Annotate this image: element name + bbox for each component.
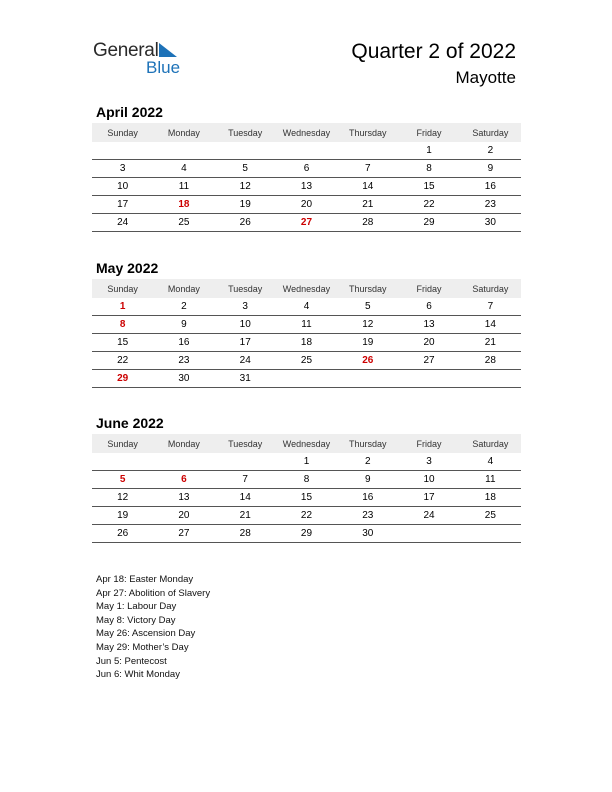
- day-cell: 19: [92, 507, 153, 525]
- holiday-list: [96, 573, 210, 682]
- weekday-sunday: Sunday: [92, 434, 153, 453]
- logo-triangle-icon: [159, 43, 177, 59]
- weekday-monday: Monday: [153, 434, 214, 453]
- day-cell: 13: [276, 178, 337, 196]
- week-row: [92, 525, 521, 543]
- day-cell: 19: [337, 334, 398, 352]
- day-cell: 16: [153, 334, 214, 352]
- day-cell: 5: [92, 471, 153, 489]
- day-cell: 25: [153, 214, 214, 232]
- week-row: [92, 160, 521, 178]
- day-cell: [215, 142, 276, 160]
- month-title: May 2022: [96, 260, 159, 276]
- day-cell: 18: [276, 334, 337, 352]
- day-cell: 15: [398, 178, 459, 196]
- weekday-wednesday: Wednesday: [276, 434, 337, 453]
- day-cell: 20: [153, 507, 214, 525]
- day-cell: 2: [337, 453, 398, 471]
- day-cell: 4: [460, 453, 521, 471]
- day-cell: 14: [460, 316, 521, 334]
- day-cell: 11: [460, 471, 521, 489]
- day-cell: [337, 370, 398, 388]
- weekday-monday: Monday: [153, 123, 214, 142]
- day-cell: 10: [215, 316, 276, 334]
- week-row: [92, 453, 521, 471]
- day-cell: 9: [460, 160, 521, 178]
- day-cell: 8: [276, 471, 337, 489]
- day-cell: [215, 453, 276, 471]
- week-row: [92, 214, 521, 232]
- day-cell: 10: [92, 178, 153, 196]
- day-cell: [276, 142, 337, 160]
- weekday-friday: Friday: [398, 434, 459, 453]
- day-cell: 6: [276, 160, 337, 178]
- holiday-item: Apr 27: Abolition of Slavery: [96, 587, 211, 599]
- month-may: [92, 258, 521, 388]
- weekday-tuesday: Tuesday: [215, 279, 276, 298]
- day-cell: 3: [92, 160, 153, 178]
- day-cell: [92, 142, 153, 160]
- day-cell: 16: [337, 489, 398, 507]
- day-cell: 22: [276, 507, 337, 525]
- holiday-item: May 26: Ascension Day: [96, 628, 196, 640]
- day-cell: 4: [276, 298, 337, 316]
- day-cell: 27: [398, 352, 459, 370]
- month-title: June 2022: [96, 415, 164, 431]
- day-cell: 25: [460, 507, 521, 525]
- weekday-header-row: [92, 123, 521, 142]
- day-cell: 23: [153, 352, 214, 370]
- day-cell: 7: [460, 298, 521, 316]
- day-cell: 29: [276, 525, 337, 543]
- holiday-item: May 8: Victory Day: [96, 614, 176, 626]
- week-row: [92, 334, 521, 352]
- day-cell: 29: [398, 214, 459, 232]
- month-title: April 2022: [96, 104, 163, 120]
- day-cell: 24: [398, 507, 459, 525]
- day-cell: 28: [337, 214, 398, 232]
- country-name: Mayotte: [455, 68, 516, 87]
- calendar-table: [92, 434, 521, 543]
- day-cell: 9: [337, 471, 398, 489]
- day-cell: 26: [92, 525, 153, 543]
- day-cell: 23: [337, 507, 398, 525]
- holiday-item: Apr 18: Easter Monday: [96, 574, 194, 585]
- weekday-sunday: Sunday: [92, 279, 153, 298]
- weekday-tuesday: Tuesday: [215, 123, 276, 142]
- week-row: [92, 489, 521, 507]
- day-cell: [276, 370, 337, 388]
- day-cell: 26: [337, 352, 398, 370]
- day-cell: 29: [92, 370, 153, 388]
- day-cell: 19: [215, 196, 276, 214]
- day-cell: 23: [460, 196, 521, 214]
- day-cell: 21: [215, 507, 276, 525]
- day-cell: 21: [337, 196, 398, 214]
- holiday-item: Jun 5: Pentecost: [96, 655, 167, 667]
- week-row: [92, 352, 521, 370]
- weekday-tuesday: Tuesday: [215, 434, 276, 453]
- logo-blue-text: Blue: [146, 58, 181, 77]
- day-cell: 22: [398, 196, 459, 214]
- day-cell: 18: [153, 196, 214, 214]
- day-cell: 16: [460, 178, 521, 196]
- day-cell: 5: [215, 160, 276, 178]
- weekday-friday: Friday: [398, 279, 459, 298]
- weekday-thursday: Thursday: [337, 434, 398, 453]
- week-row: [92, 178, 521, 196]
- day-cell: 10: [398, 471, 459, 489]
- day-cell: 21: [460, 334, 521, 352]
- day-cell: 2: [153, 298, 214, 316]
- day-cell: 30: [337, 525, 398, 543]
- day-cell: 8: [398, 160, 459, 178]
- day-cell: 11: [153, 178, 214, 196]
- logo: [93, 40, 193, 80]
- day-cell: 13: [153, 489, 214, 507]
- day-cell: 9: [153, 316, 214, 334]
- holiday-item: May 29: Mother’s Day: [96, 641, 189, 653]
- week-row: [92, 507, 521, 525]
- day-cell: 13: [398, 316, 459, 334]
- day-cell: 5: [337, 298, 398, 316]
- day-cell: [92, 453, 153, 471]
- month-april: [92, 102, 521, 232]
- day-cell: 31: [215, 370, 276, 388]
- day-cell: [398, 525, 459, 543]
- week-row: [92, 471, 521, 489]
- day-cell: 26: [215, 214, 276, 232]
- day-cell: 17: [215, 334, 276, 352]
- day-cell: 15: [276, 489, 337, 507]
- month-june: [92, 413, 521, 543]
- weekday-header-row: [92, 434, 521, 453]
- week-row: [92, 142, 521, 160]
- day-cell: 3: [215, 298, 276, 316]
- day-cell: 1: [398, 142, 459, 160]
- weekday-saturday: Saturday: [460, 434, 521, 453]
- day-cell: 1: [276, 453, 337, 471]
- day-cell: 27: [276, 214, 337, 232]
- day-cell: 12: [92, 489, 153, 507]
- weekday-wednesday: Wednesday: [276, 123, 337, 142]
- day-cell: 7: [215, 471, 276, 489]
- day-cell: 1: [92, 298, 153, 316]
- day-cell: 20: [276, 196, 337, 214]
- day-cell: 28: [215, 525, 276, 543]
- day-cell: [153, 142, 214, 160]
- weekday-saturday: Saturday: [460, 279, 521, 298]
- day-cell: 25: [276, 352, 337, 370]
- day-cell: 30: [460, 214, 521, 232]
- weekday-header-row: [92, 279, 521, 298]
- weekday-sunday: Sunday: [92, 123, 153, 142]
- day-cell: [460, 370, 521, 388]
- day-cell: 12: [215, 178, 276, 196]
- logo-general-text: General: [93, 40, 159, 61]
- day-cell: 14: [337, 178, 398, 196]
- day-cell: [460, 525, 521, 543]
- calendar-table: [92, 279, 521, 388]
- day-cell: 14: [215, 489, 276, 507]
- day-cell: 15: [92, 334, 153, 352]
- calendar-table: [92, 123, 521, 232]
- day-cell: 7: [337, 160, 398, 178]
- day-cell: 22: [92, 352, 153, 370]
- week-row: [92, 370, 521, 388]
- day-cell: 8: [92, 316, 153, 334]
- day-cell: 4: [153, 160, 214, 178]
- weekday-thursday: Thursday: [337, 279, 398, 298]
- weekday-friday: Friday: [398, 123, 459, 142]
- day-cell: 18: [460, 489, 521, 507]
- day-cell: 30: [153, 370, 214, 388]
- day-cell: 2: [460, 142, 521, 160]
- weekday-monday: Monday: [153, 279, 214, 298]
- holiday-item: Jun 6: Whit Monday: [96, 669, 180, 681]
- day-cell: 12: [337, 316, 398, 334]
- day-cell: 17: [92, 196, 153, 214]
- weekday-saturday: Saturday: [460, 123, 521, 142]
- week-row: [92, 316, 521, 334]
- weekday-thursday: Thursday: [337, 123, 398, 142]
- page-title: Quarter 2 of 2022: [351, 40, 516, 63]
- week-row: [92, 298, 521, 316]
- week-row: [92, 196, 521, 214]
- day-cell: 27: [153, 525, 214, 543]
- day-cell: 24: [92, 214, 153, 232]
- day-cell: 24: [215, 352, 276, 370]
- day-cell: [337, 142, 398, 160]
- day-cell: 3: [398, 453, 459, 471]
- day-cell: 17: [398, 489, 459, 507]
- day-cell: 6: [398, 298, 459, 316]
- holiday-item: May 1: Labour Day: [96, 601, 177, 613]
- weekday-wednesday: Wednesday: [276, 279, 337, 298]
- day-cell: 11: [276, 316, 337, 334]
- day-cell: 20: [398, 334, 459, 352]
- day-cell: 6: [153, 471, 214, 489]
- day-cell: [398, 370, 459, 388]
- day-cell: [153, 453, 214, 471]
- day-cell: 28: [460, 352, 521, 370]
